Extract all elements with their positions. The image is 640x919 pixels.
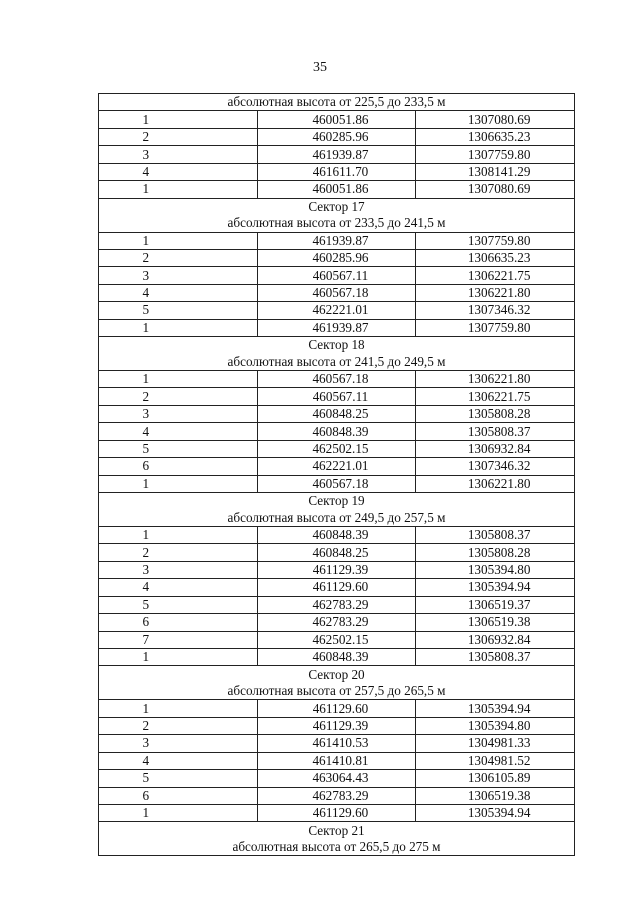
table-row <box>99 267 575 284</box>
point-number-cell <box>99 440 258 457</box>
point-number-value: 1 <box>142 181 150 197</box>
x-coordinate-value: 462221.01 <box>312 458 369 474</box>
point-number-cell <box>99 561 258 578</box>
altitude-range-label: абсолютная высота от 225,5 до 233,5 м <box>99 94 575 111</box>
x-coordinate-value: 461129.60 <box>312 579 369 595</box>
point-number-value: 6 <box>142 787 150 803</box>
point-number-cell <box>99 596 258 613</box>
table-row <box>99 717 575 734</box>
y-coordinate-cell <box>416 717 575 734</box>
y-coordinate-cell <box>416 752 575 769</box>
point-number-cell <box>99 232 258 249</box>
table-row <box>99 163 575 180</box>
y-coordinate-value: 1306519.38 <box>467 614 531 630</box>
altitude-heading-row <box>99 94 575 111</box>
point-number-value: 7 <box>142 631 150 647</box>
x-coordinate-cell <box>257 804 416 821</box>
sector-heading-row <box>99 666 575 683</box>
x-coordinate-value: 461129.60 <box>312 805 369 821</box>
sector-heading-row <box>99 822 575 839</box>
x-coordinate-cell <box>257 787 416 804</box>
table-row <box>99 649 575 666</box>
y-coordinate-cell <box>416 249 575 266</box>
y-coordinate-cell <box>416 284 575 301</box>
y-coordinate-cell <box>416 596 575 613</box>
x-coordinate-value: 462783.29 <box>312 614 369 630</box>
point-number-cell <box>99 526 258 543</box>
x-coordinate-value: 461410.81 <box>312 752 369 768</box>
y-coordinate-value: 1305808.28 <box>467 406 531 422</box>
y-coordinate-value: 1307346.32 <box>467 302 531 318</box>
point-number-value: 4 <box>142 579 150 595</box>
x-coordinate-cell <box>257 752 416 769</box>
x-coordinate-value: 461129.39 <box>312 562 369 578</box>
y-coordinate-cell <box>416 614 575 631</box>
y-coordinate-value: 1304981.33 <box>467 735 531 751</box>
x-coordinate-value: 460848.25 <box>312 544 369 560</box>
y-coordinate-cell <box>416 804 575 821</box>
x-coordinate-value: 462502.15 <box>312 440 369 456</box>
y-coordinate-cell <box>416 319 575 336</box>
table-row <box>99 111 575 128</box>
point-number-cell <box>99 111 258 128</box>
point-number-cell <box>99 752 258 769</box>
point-number-cell <box>99 319 258 336</box>
x-coordinate-value: 462221.01 <box>312 302 369 318</box>
point-number-cell <box>99 735 258 752</box>
point-number-value: 1 <box>142 371 150 387</box>
altitude-range-label: абсолютная высота от 265,5 до 275 м <box>99 839 575 856</box>
x-coordinate-cell <box>257 717 416 734</box>
point-number-value: 3 <box>142 735 150 751</box>
x-coordinate-cell <box>257 596 416 613</box>
table-row <box>99 423 575 440</box>
table-row <box>99 752 575 769</box>
page-number: 35 <box>313 60 327 75</box>
y-coordinate-cell <box>416 770 575 787</box>
point-number-value: 3 <box>142 562 150 578</box>
table-row <box>99 388 575 405</box>
point-number-value: 4 <box>142 285 150 301</box>
point-number-value: 4 <box>142 423 150 439</box>
y-coordinate-cell <box>416 631 575 648</box>
table-row <box>99 787 575 804</box>
y-coordinate-value: 1305394.94 <box>467 805 531 821</box>
x-coordinate-cell <box>257 232 416 249</box>
y-coordinate-cell <box>416 561 575 578</box>
table-row <box>99 579 575 596</box>
x-coordinate-value: 462783.29 <box>312 787 369 803</box>
x-coordinate-cell <box>257 388 416 405</box>
y-coordinate-cell <box>416 579 575 596</box>
x-coordinate-value: 460567.11 <box>312 388 369 404</box>
point-number-value: 1 <box>142 319 150 335</box>
x-coordinate-cell <box>257 181 416 198</box>
point-number-cell <box>99 284 258 301</box>
sector-heading-row <box>99 493 575 510</box>
x-coordinate-cell <box>257 735 416 752</box>
x-coordinate-cell <box>257 405 416 422</box>
point-number-value: 1 <box>142 649 150 665</box>
x-coordinate-value: 461410.53 <box>312 735 369 751</box>
point-number-value: 5 <box>142 302 150 318</box>
y-coordinate-value: 1306221.75 <box>467 388 531 404</box>
point-number-value: 2 <box>142 129 150 145</box>
point-number-cell <box>99 614 258 631</box>
x-coordinate-value: 460848.39 <box>312 649 369 665</box>
point-number-value: 1 <box>142 111 150 127</box>
table-row <box>99 232 575 249</box>
x-coordinate-cell <box>257 526 416 543</box>
point-number-cell <box>99 700 258 717</box>
point-number-value: 6 <box>142 614 150 630</box>
table-row <box>99 249 575 266</box>
x-coordinate-cell <box>257 631 416 648</box>
coordinates-table <box>98 93 575 856</box>
point-number-cell <box>99 388 258 405</box>
y-coordinate-cell <box>416 458 575 475</box>
point-number-value: 5 <box>142 440 150 456</box>
point-number-cell <box>99 631 258 648</box>
table-row <box>99 596 575 613</box>
x-coordinate-value: 461939.87 <box>312 232 369 248</box>
point-number-cell <box>99 787 258 804</box>
point-number-value: 5 <box>142 596 150 612</box>
point-number-value: 6 <box>142 458 150 474</box>
x-coordinate-value: 460567.18 <box>312 371 369 387</box>
table-row <box>99 475 575 492</box>
altitude-heading-row <box>99 839 575 856</box>
x-coordinate-value: 461129.39 <box>312 717 369 733</box>
table-row <box>99 128 575 145</box>
x-coordinate-cell <box>257 579 416 596</box>
sector-title: Сектор 17 <box>99 198 575 215</box>
y-coordinate-cell <box>416 371 575 388</box>
x-coordinate-value: 462502.15 <box>312 631 369 647</box>
table-row <box>99 319 575 336</box>
point-number-cell <box>99 371 258 388</box>
altitude-heading-row <box>99 354 575 371</box>
y-coordinate-cell <box>416 440 575 457</box>
y-coordinate-value: 1306221.75 <box>467 267 531 283</box>
y-coordinate-cell <box>416 181 575 198</box>
point-number-cell <box>99 146 258 163</box>
x-coordinate-value: 460848.39 <box>312 423 369 439</box>
y-coordinate-value: 1307080.69 <box>467 111 531 127</box>
table-row <box>99 302 575 319</box>
table-row <box>99 526 575 543</box>
x-coordinate-value: 460567.18 <box>312 285 369 301</box>
point-number-value: 1 <box>142 232 150 248</box>
point-number-cell <box>99 249 258 266</box>
x-coordinate-value: 460848.25 <box>312 406 369 422</box>
y-coordinate-value: 1305808.37 <box>467 527 531 543</box>
altitude-heading-row <box>99 215 575 232</box>
point-number-cell <box>99 475 258 492</box>
y-coordinate-value: 1306635.23 <box>467 250 531 266</box>
x-coordinate-cell <box>257 561 416 578</box>
x-coordinate-value: 460567.11 <box>312 267 369 283</box>
x-coordinate-cell <box>257 423 416 440</box>
x-coordinate-value: 461939.87 <box>312 319 369 335</box>
x-coordinate-cell <box>257 163 416 180</box>
y-coordinate-cell <box>416 544 575 561</box>
y-coordinate-value: 1306635.23 <box>467 129 531 145</box>
y-coordinate-cell <box>416 405 575 422</box>
x-coordinate-cell <box>257 249 416 266</box>
y-coordinate-value: 1305808.37 <box>467 649 531 665</box>
point-number-cell <box>99 804 258 821</box>
point-number-cell <box>99 128 258 145</box>
y-coordinate-cell <box>416 735 575 752</box>
point-number-cell <box>99 405 258 422</box>
y-coordinate-value: 1306519.38 <box>467 787 531 803</box>
y-coordinate-value: 1307080.69 <box>467 181 531 197</box>
y-coordinate-cell <box>416 388 575 405</box>
sector-title: Сектор 20 <box>99 666 575 683</box>
point-number-cell <box>99 181 258 198</box>
y-coordinate-value: 1305394.80 <box>467 717 531 733</box>
point-number-cell <box>99 458 258 475</box>
x-coordinate-cell <box>257 284 416 301</box>
point-number-value: 1 <box>142 527 150 543</box>
altitude-range-label: абсолютная высота от 257,5 до 265,5 м <box>99 683 575 700</box>
table-row <box>99 405 575 422</box>
altitude-range-label: абсолютная высота от 233,5 до 241,5 м <box>99 215 575 232</box>
y-coordinate-value: 1304981.52 <box>467 752 531 768</box>
table-row <box>99 700 575 717</box>
x-coordinate-cell <box>257 649 416 666</box>
y-coordinate-cell <box>416 423 575 440</box>
sector-title: Сектор 21 <box>99 822 575 839</box>
y-coordinate-cell <box>416 302 575 319</box>
y-coordinate-value: 1305808.37 <box>467 423 531 439</box>
x-coordinate-value: 460051.86 <box>312 181 369 197</box>
x-coordinate-value: 462783.29 <box>312 596 369 612</box>
table-row <box>99 631 575 648</box>
x-coordinate-cell <box>257 475 416 492</box>
table-row <box>99 440 575 457</box>
x-coordinate-value: 460285.96 <box>312 129 369 145</box>
y-coordinate-cell <box>416 267 575 284</box>
y-coordinate-value: 1305394.94 <box>467 700 531 716</box>
altitude-range-label: абсолютная высота от 241,5 до 249,5 м <box>99 354 575 371</box>
point-number-value: 4 <box>142 752 150 768</box>
point-number-value: 1 <box>142 475 150 491</box>
table-row <box>99 770 575 787</box>
x-coordinate-value: 460051.86 <box>312 111 369 127</box>
point-number-value: 3 <box>142 267 150 283</box>
point-number-value: 2 <box>142 388 150 404</box>
x-coordinate-cell <box>257 128 416 145</box>
y-coordinate-value: 1307759.80 <box>467 319 531 335</box>
y-coordinate-value: 1306105.89 <box>467 770 531 786</box>
x-coordinate-cell <box>257 302 416 319</box>
point-number-value: 5 <box>142 770 150 786</box>
point-number-value: 1 <box>142 700 150 716</box>
point-number-value: 2 <box>142 544 150 560</box>
y-coordinate-cell <box>416 163 575 180</box>
y-coordinate-value: 1306221.80 <box>467 285 531 301</box>
x-coordinate-cell <box>257 267 416 284</box>
y-coordinate-cell <box>416 232 575 249</box>
table-row <box>99 371 575 388</box>
table-row <box>99 284 575 301</box>
table-row <box>99 614 575 631</box>
sector-title: Сектор 19 <box>99 493 575 510</box>
x-coordinate-value: 460567.18 <box>312 475 369 491</box>
x-coordinate-cell <box>257 458 416 475</box>
y-coordinate-value: 1307759.80 <box>467 232 531 248</box>
y-coordinate-cell <box>416 111 575 128</box>
table-row <box>99 561 575 578</box>
x-coordinate-cell <box>257 770 416 787</box>
table-row <box>99 146 575 163</box>
y-coordinate-value: 1306932.84 <box>467 440 531 456</box>
x-coordinate-cell <box>257 614 416 631</box>
y-coordinate-value: 1307759.80 <box>467 146 531 162</box>
x-coordinate-value: 461939.87 <box>312 146 369 162</box>
x-coordinate-value: 461611.70 <box>312 163 369 179</box>
y-coordinate-value: 1306932.84 <box>467 631 531 647</box>
y-coordinate-value: 1305808.28 <box>467 544 531 560</box>
point-number-value: 2 <box>142 717 150 733</box>
sector-heading-row <box>99 337 575 354</box>
x-coordinate-value: 461129.60 <box>312 700 369 716</box>
x-coordinate-cell <box>257 440 416 457</box>
point-number-value: 4 <box>142 163 150 179</box>
x-coordinate-value: 460848.39 <box>312 527 369 543</box>
sector-title: Сектор 18 <box>99 337 575 354</box>
x-coordinate-cell <box>257 700 416 717</box>
y-coordinate-value: 1307346.32 <box>467 458 531 474</box>
point-number-cell <box>99 423 258 440</box>
y-coordinate-cell <box>416 475 575 492</box>
point-number-cell <box>99 579 258 596</box>
y-coordinate-value: 1308141.29 <box>467 163 531 179</box>
y-coordinate-cell <box>416 649 575 666</box>
y-coordinate-value: 1306519.37 <box>467 596 531 612</box>
y-coordinate-value: 1306221.80 <box>467 371 531 387</box>
y-coordinate-value: 1306221.80 <box>467 475 531 491</box>
point-number-cell <box>99 770 258 787</box>
y-coordinate-cell <box>416 787 575 804</box>
point-number-value: 3 <box>142 406 150 422</box>
x-coordinate-cell <box>257 544 416 561</box>
point-number-cell <box>99 267 258 284</box>
table-row <box>99 735 575 752</box>
y-coordinate-cell <box>416 700 575 717</box>
y-coordinate-cell <box>416 128 575 145</box>
sector-heading-row <box>99 198 575 215</box>
point-number-cell <box>99 544 258 561</box>
y-coordinate-cell <box>416 146 575 163</box>
point-number-cell <box>99 163 258 180</box>
point-number-cell <box>99 649 258 666</box>
altitude-heading-row <box>99 683 575 700</box>
x-coordinate-value: 460285.96 <box>312 250 369 266</box>
altitude-heading-row <box>99 510 575 527</box>
point-number-cell <box>99 302 258 319</box>
y-coordinate-value: 1305394.80 <box>467 562 531 578</box>
y-coordinate-cell <box>416 526 575 543</box>
table-row <box>99 804 575 821</box>
table-row <box>99 458 575 475</box>
x-coordinate-cell <box>257 319 416 336</box>
point-number-cell <box>99 717 258 734</box>
table-row <box>99 544 575 561</box>
y-coordinate-value: 1305394.94 <box>467 579 531 595</box>
x-coordinate-cell <box>257 371 416 388</box>
table-row <box>99 181 575 198</box>
point-number-value: 1 <box>142 805 150 821</box>
x-coordinate-value: 463064.43 <box>312 770 369 786</box>
point-number-value: 3 <box>142 146 150 162</box>
x-coordinate-cell <box>257 111 416 128</box>
x-coordinate-cell <box>257 146 416 163</box>
altitude-range-label: абсолютная высота от 249,5 до 257,5 м <box>99 510 575 527</box>
point-number-value: 2 <box>142 250 150 266</box>
